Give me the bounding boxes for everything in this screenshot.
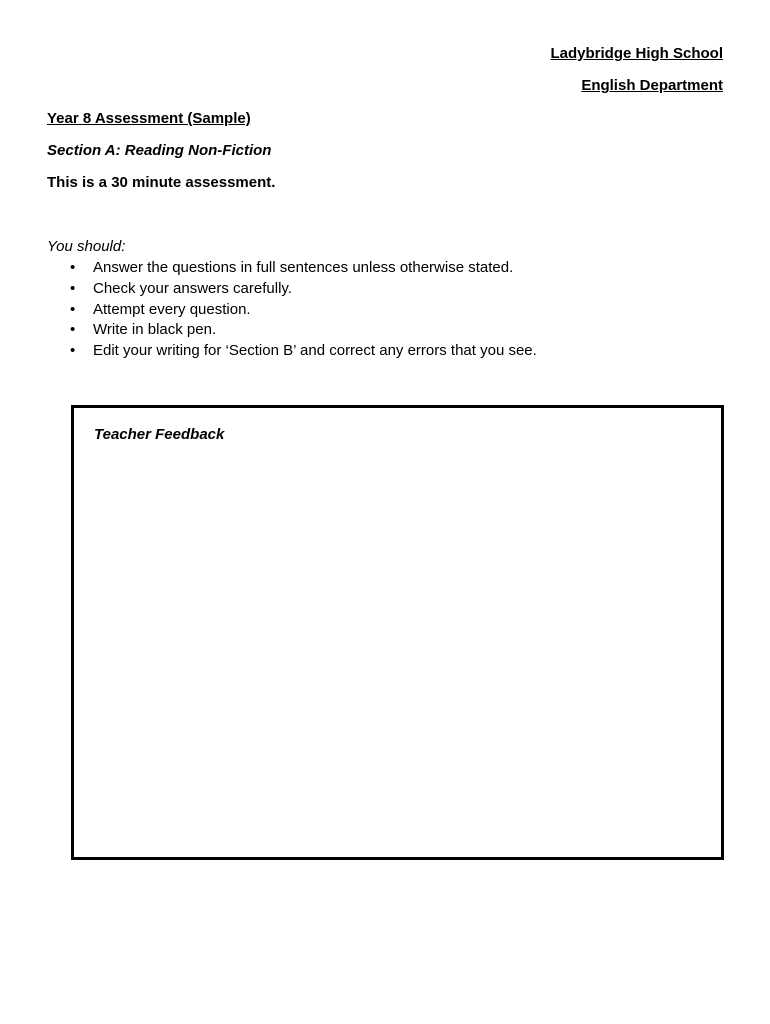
teacher-feedback-label: Teacher Feedback [94,426,225,443]
instruction-item [47,341,537,362]
bullet-icon: • [70,321,76,339]
instruction-text: Check your answers carefully. [93,279,292,297]
school-name: Ladybridge High School [550,45,723,62]
instruction-item [47,320,537,341]
instruction-text: Attempt every question. [93,300,251,318]
instructions-intro: You should: [47,238,126,255]
department-name: English Department [581,77,723,94]
bullet-icon: • [70,300,76,318]
teacher-feedback-box [71,405,724,860]
instructions-list [47,258,537,362]
instruction-text: Edit your writing for ‘Section B’ and correct any errors that you see. [93,342,537,360]
instruction-item [47,300,537,321]
instruction-text: Write in black pen. [93,321,217,339]
instruction-item [47,279,537,300]
bullet-icon: • [70,279,76,297]
instruction-item [47,258,537,279]
section-heading: Section A: Reading Non-Fiction [47,142,272,159]
assessment-duration: This is a 30 minute assessment. [47,174,276,191]
instruction-text: Answer the questions in full sentences unless otherwise stated. [93,259,514,276]
assessment-title: Year 8 Assessment (Sample) [47,110,251,127]
bullet-icon: • [70,259,76,276]
bullet-icon: • [70,342,76,360]
